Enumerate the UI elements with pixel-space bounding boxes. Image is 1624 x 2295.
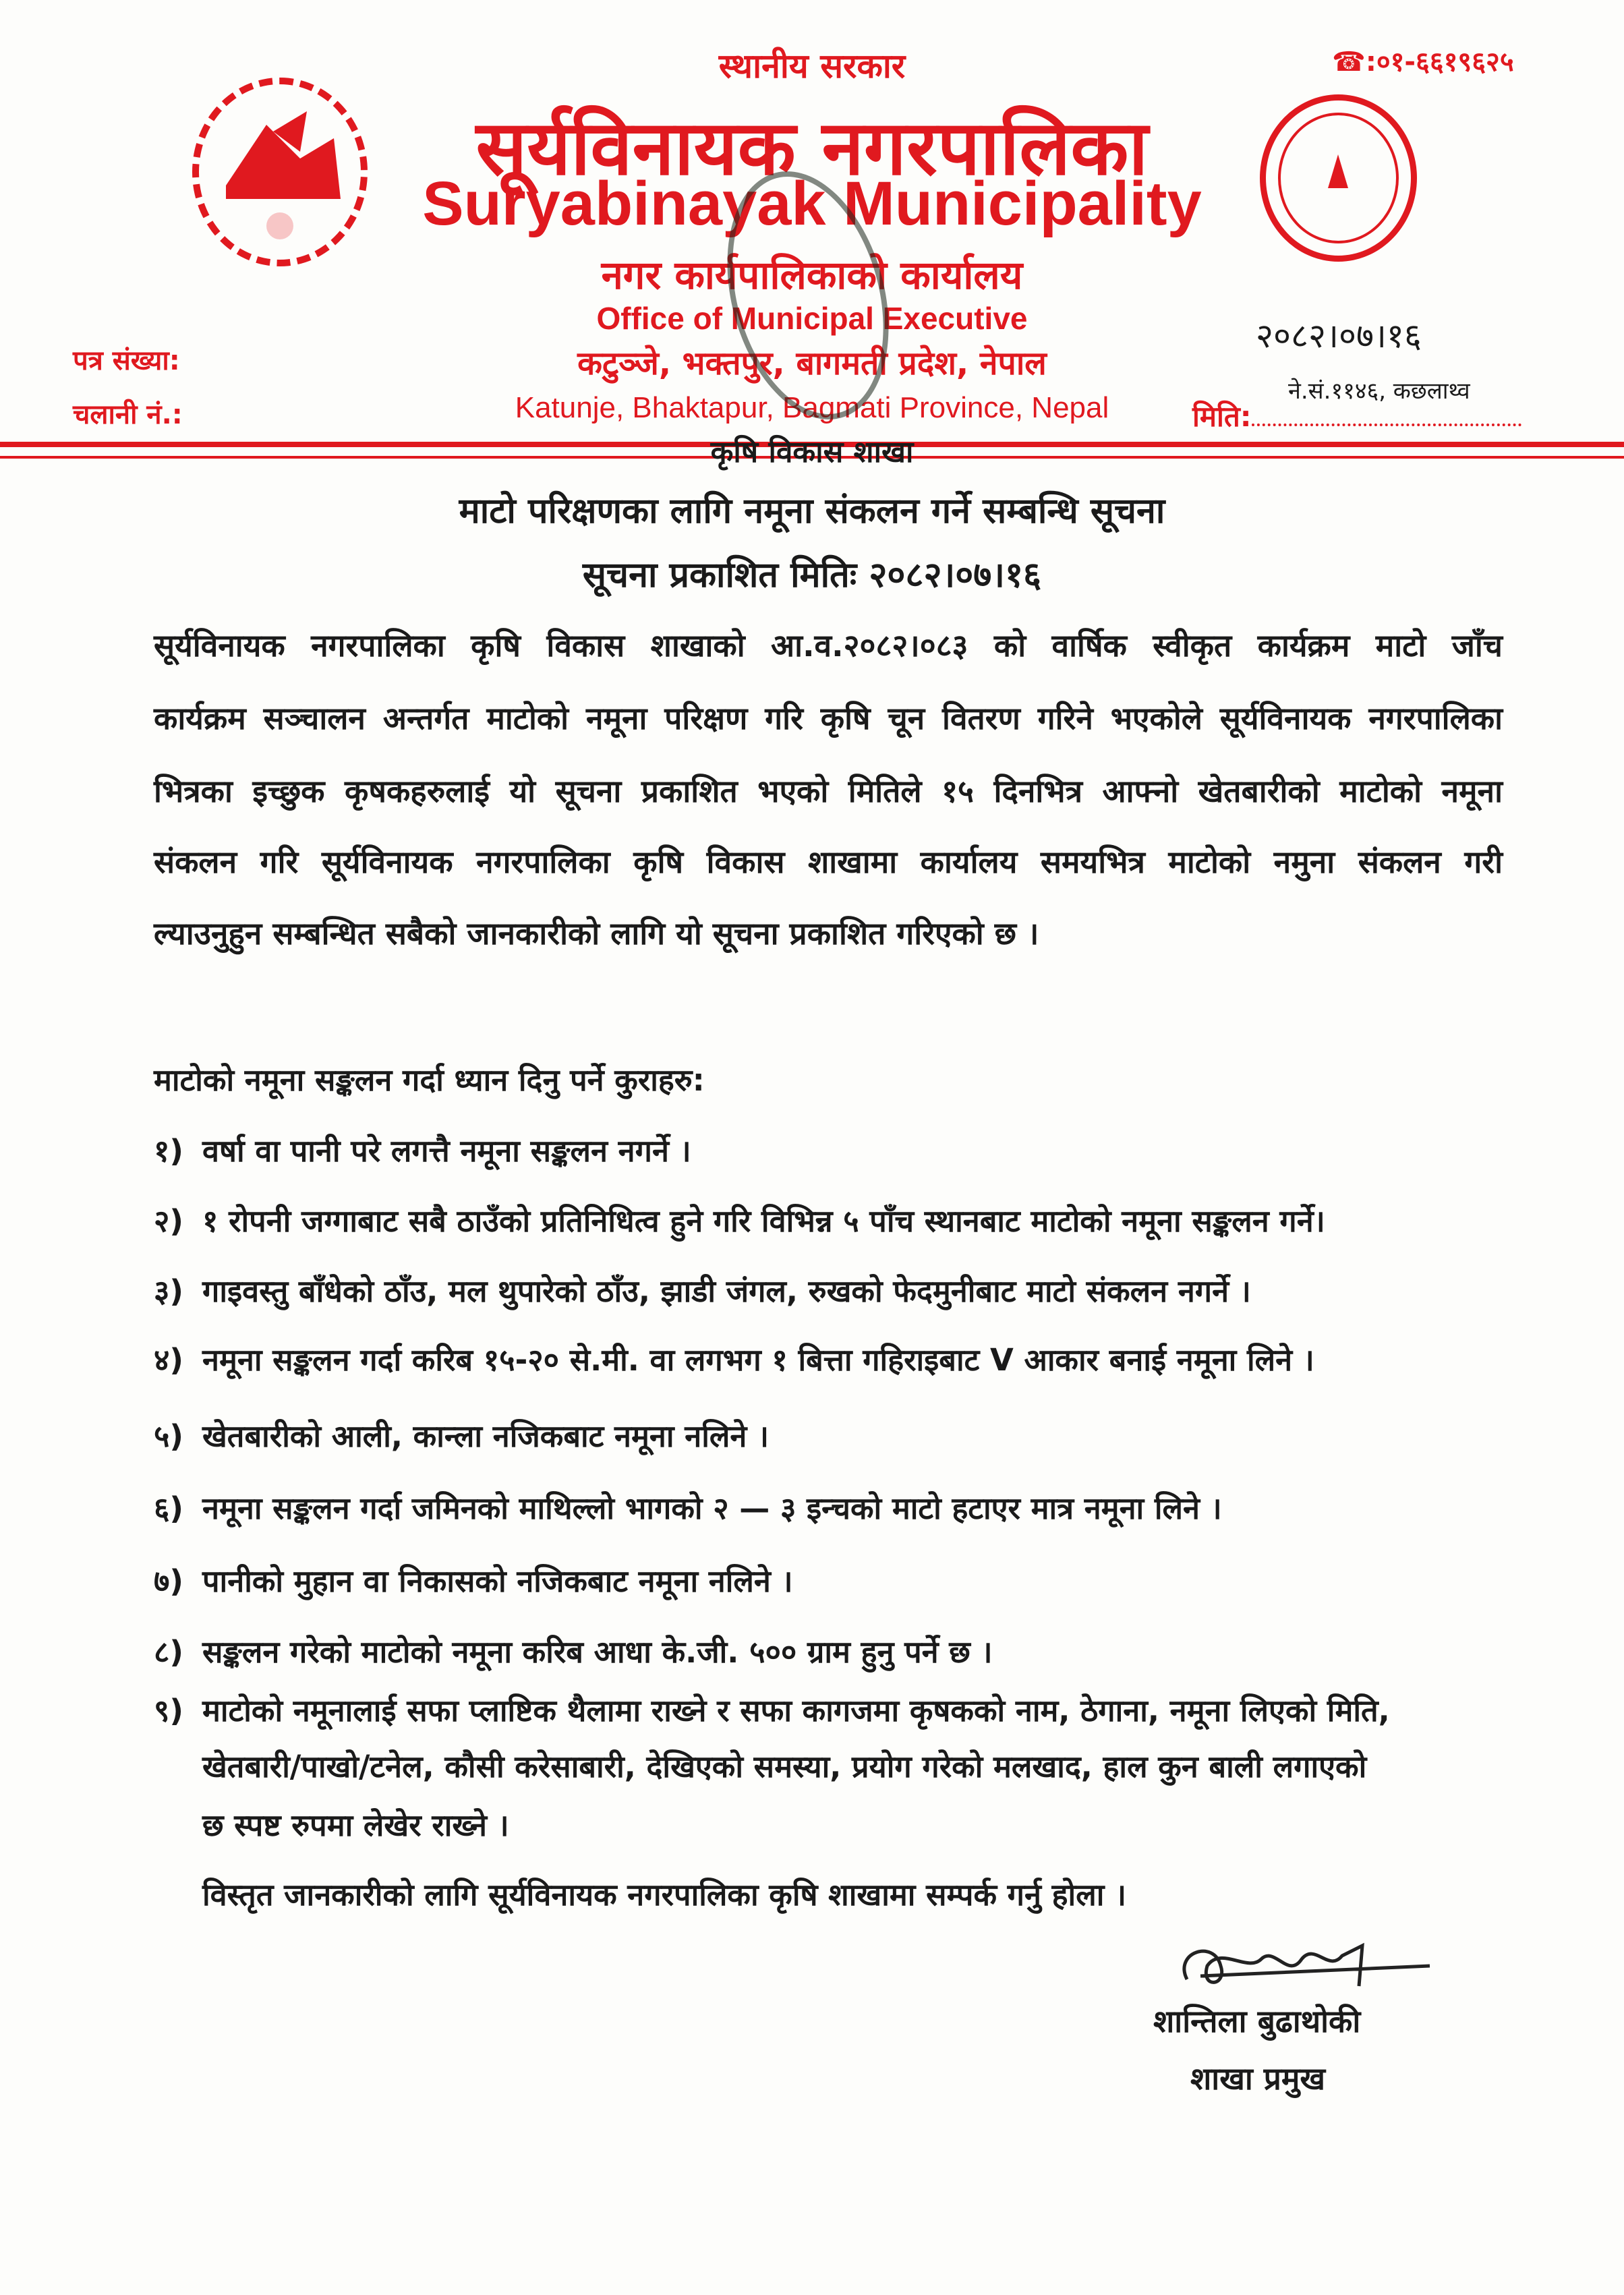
office-name-english: Office of Municipal Executive xyxy=(596,301,1028,336)
notice-title: माटो परिक्षणका लागि नमूना संकलन गर्ने सम्बन्धि सूचना xyxy=(459,491,1165,531)
list-item: ५) खेतबारीको आली, कान्ला नजिकबाट नमूना नलिने । xyxy=(154,1418,770,1454)
address-nepali: कटुञ्जे, भक्तपुर, बागमती प्रदेश, नेपाल xyxy=(577,345,1047,382)
paragraph-line: ल्याउनुहुन सम्बन्धित सबैको जानकारीको लागि यो सूचना प्रकाशित गरिएको छ । xyxy=(154,915,1039,952)
list-item: १) वर्षा वा पानी परे लगत्तै नमूना सङ्कलन नगर्ने । xyxy=(154,1133,691,1169)
list-item: ३) गाइवस्तु बाँधेको ठाँउ, मल थुपारेको ठाँउ, झाडी जंगल, रुखको फेदमुनीबाट माटो संकलन नगर्ने । xyxy=(154,1273,1251,1309)
list-item: ७) पानीको मुहान वा निकासको नजिकबाट नमूना नलिने । xyxy=(154,1563,793,1599)
date-value: २०८२।०७।१६ xyxy=(1256,316,1422,355)
points-heading: माटोको नमूना सङ्कलन गर्दा ध्यान दिनु पर्ने कुराहरु: xyxy=(154,1062,705,1098)
dispatch-number-label: चलानी नं.: xyxy=(73,399,183,430)
list-item: ८) सङ्कलन गरेको माटोको नमूना करिब आधा के.जी. ५०० ग्राम हुनु पर्ने छ । xyxy=(154,1634,993,1670)
list-item: ९) माटोको नमूनालाई सफा प्लाष्टिक थैलामा राख्ने र सफा कागजमा कृषकको नाम, ठेगाना, नमूना लिएको मिति, xyxy=(154,1693,1390,1728)
signatory-name: शान्तिला बुढाथोकी xyxy=(1153,2003,1361,2039)
list-item-continuation: खेतबारी/पाखो/टनेल, कौसी करेसाबारी, देखिएको समस्या, प्रयोग गरेको मलखाद, हाल कुन बाली लगाएको xyxy=(202,1749,1367,1784)
telephone-icon: ☎ xyxy=(1332,47,1366,78)
address-english: Katunje, Bhaktapur, Bagmati Province, Nepal xyxy=(515,391,1109,424)
branch-name: कृषि विकास शाखा xyxy=(710,435,914,469)
list-item: ६) नमूना सङ्कलन गर्दा जमिनको माथिल्लो भागको २ — ३ इन्चको माटो हटाएर मात्र नमूना लिने । xyxy=(154,1490,1222,1526)
paragraph-line: भित्रका इच्छुक कृषकहरुलाई यो सूचना प्रकाशित भएको मितिले १५ दिनभित्र आफ्नो खेतबारीको माटोको नमूना xyxy=(154,773,1503,809)
list-item: ४) नमूना सङ्कलन गर्दा करिब १५-२० से.मी. वा लगभग १ बित्ता गहिराइबाट V आकार बनाई नमूना लिने । xyxy=(154,1342,1314,1378)
letter-number-label: पत्र संख्या: xyxy=(73,345,180,376)
notice-published-date: सूचना प्रकाशित मितिः २०८२।०७।१६ xyxy=(582,555,1042,595)
municipality-name-english: Suryabinayak Municipality xyxy=(422,169,1202,238)
paragraph-line: सूर्यविनायक नगरपालिका कृषि विकास शाखाको आ.व.२०८२।०८३ को वार्षिक स्वीकृत कार्यक्रम माटो जाँच xyxy=(154,627,1503,664)
phone-number: ☎:०१-६६१९६२५ xyxy=(1332,47,1514,78)
office-name-nepali: नगर कार्यपालिकाको कार्यालय xyxy=(601,252,1023,298)
closing-line: विस्तृत जानकारीको लागि सूर्यविनायक नगरपालिका कृषि शाखामा सम्पर्क गर्नु होला । xyxy=(202,1877,1127,1913)
date-label: मिति: xyxy=(1192,397,1521,435)
paragraph-line: संकलन गरि सूर्यविनायक नगरपालिका कृषि विकास शाखामा कार्यालय समयभित्र माटोको नमुना संकलन गरी xyxy=(154,844,1503,880)
local-government-label: स्थानीय सरकार xyxy=(718,47,906,86)
list-item-continuation: छ स्पष्ट रुपमा लेखेर राख्ने । xyxy=(202,1807,509,1843)
signature-image xyxy=(1160,1925,1443,2006)
municipality-name-nepali: सूर्यविनायक नगरपालिका xyxy=(475,105,1149,192)
paragraph-line: कार्यक्रम सञ्चालन अन्तर्गत माटोको नमूना परिक्षण गरि कृषि चून वितरण गरिने भएकोले सूर्यविनायक नगरपालिका xyxy=(154,700,1503,736)
signatory-title: शाखा प्रमुख xyxy=(1190,2060,1326,2097)
nepal-sambat-date: ने.सं.११४६, कछलाथ्व xyxy=(1288,378,1470,405)
list-item: २) १ रोपनी जग्गाबाट सबै ठाउँको प्रतिनिधित्व हुने गरि विभिन्न ५ पाँच स्थानबाट माटोको नमूना सङ्कलन गर्ने। xyxy=(154,1203,1325,1239)
